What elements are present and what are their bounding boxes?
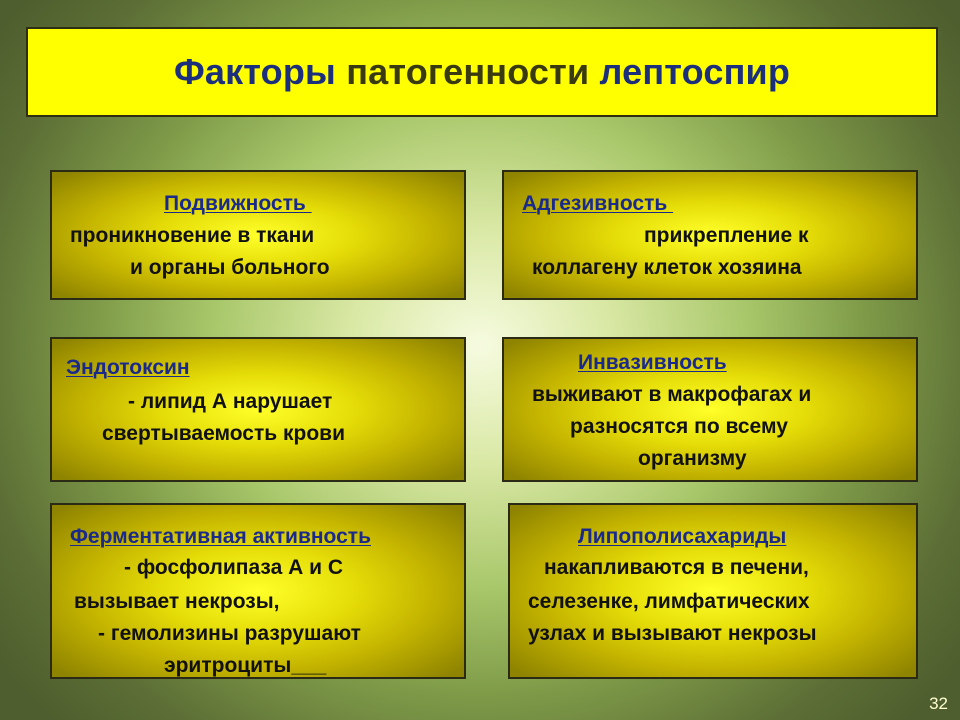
card-invasion-line-1: выживают в макрофагах и — [532, 383, 812, 406]
title-text-part2: патогенности — [346, 51, 590, 92]
card-adhesion-line-2: коллагену клеток хозяина — [532, 256, 802, 279]
page-number: 32 — [929, 694, 948, 713]
card-enzymes-line-1: - фосфолипаза А и С — [124, 556, 344, 579]
card-lps-line-3: узлах и вызывают некрозы — [528, 622, 817, 645]
slide-title — [26, 27, 938, 117]
card-endotoxin-line-1: - липид А нарушает — [128, 390, 333, 413]
card-motility-heading: Подвижность — [164, 192, 312, 215]
card-motility-line-1: проникновение в ткани — [70, 224, 315, 247]
card-motility-line-2: и органы больного — [130, 256, 330, 279]
card-adhesion-heading: Адгезивность — [522, 192, 674, 215]
card-motility — [50, 170, 466, 300]
card-invasion-line-3: организму — [638, 447, 747, 470]
card-endotoxin-line-2: свертываемость крови — [102, 422, 345, 445]
card-lps-line-1: накапливаются в печени, — [544, 556, 809, 579]
card-adhesion-line-1: прикрепление к — [644, 224, 809, 247]
title-text-part3: лептоспир — [589, 51, 791, 92]
card-lps-line-2: селезенке, лимфатических — [528, 590, 810, 613]
card-endotoxin — [50, 337, 466, 482]
card-lps — [508, 503, 918, 679]
card-enzymes — [50, 503, 466, 679]
card-adhesion — [502, 170, 918, 300]
card-enzymes-line-4: эритроциты___ — [164, 654, 327, 677]
card-invasion-heading: Инвазивность — [578, 351, 727, 374]
card-enzymes-line-2: вызывает некрозы, — [74, 590, 280, 613]
card-enzymes-heading: Ферментативная активность — [70, 525, 371, 548]
title-text-part1: Факторы — [173, 51, 347, 92]
card-invasion — [502, 337, 918, 482]
card-lps-heading: Липополисахариды — [578, 525, 787, 548]
card-invasion-line-2: разносятся по всему — [570, 415, 788, 438]
card-endotoxin-heading: Эндотоксин — [66, 356, 190, 379]
card-enzymes-line-3: - гемолизины разрушают — [98, 622, 361, 645]
